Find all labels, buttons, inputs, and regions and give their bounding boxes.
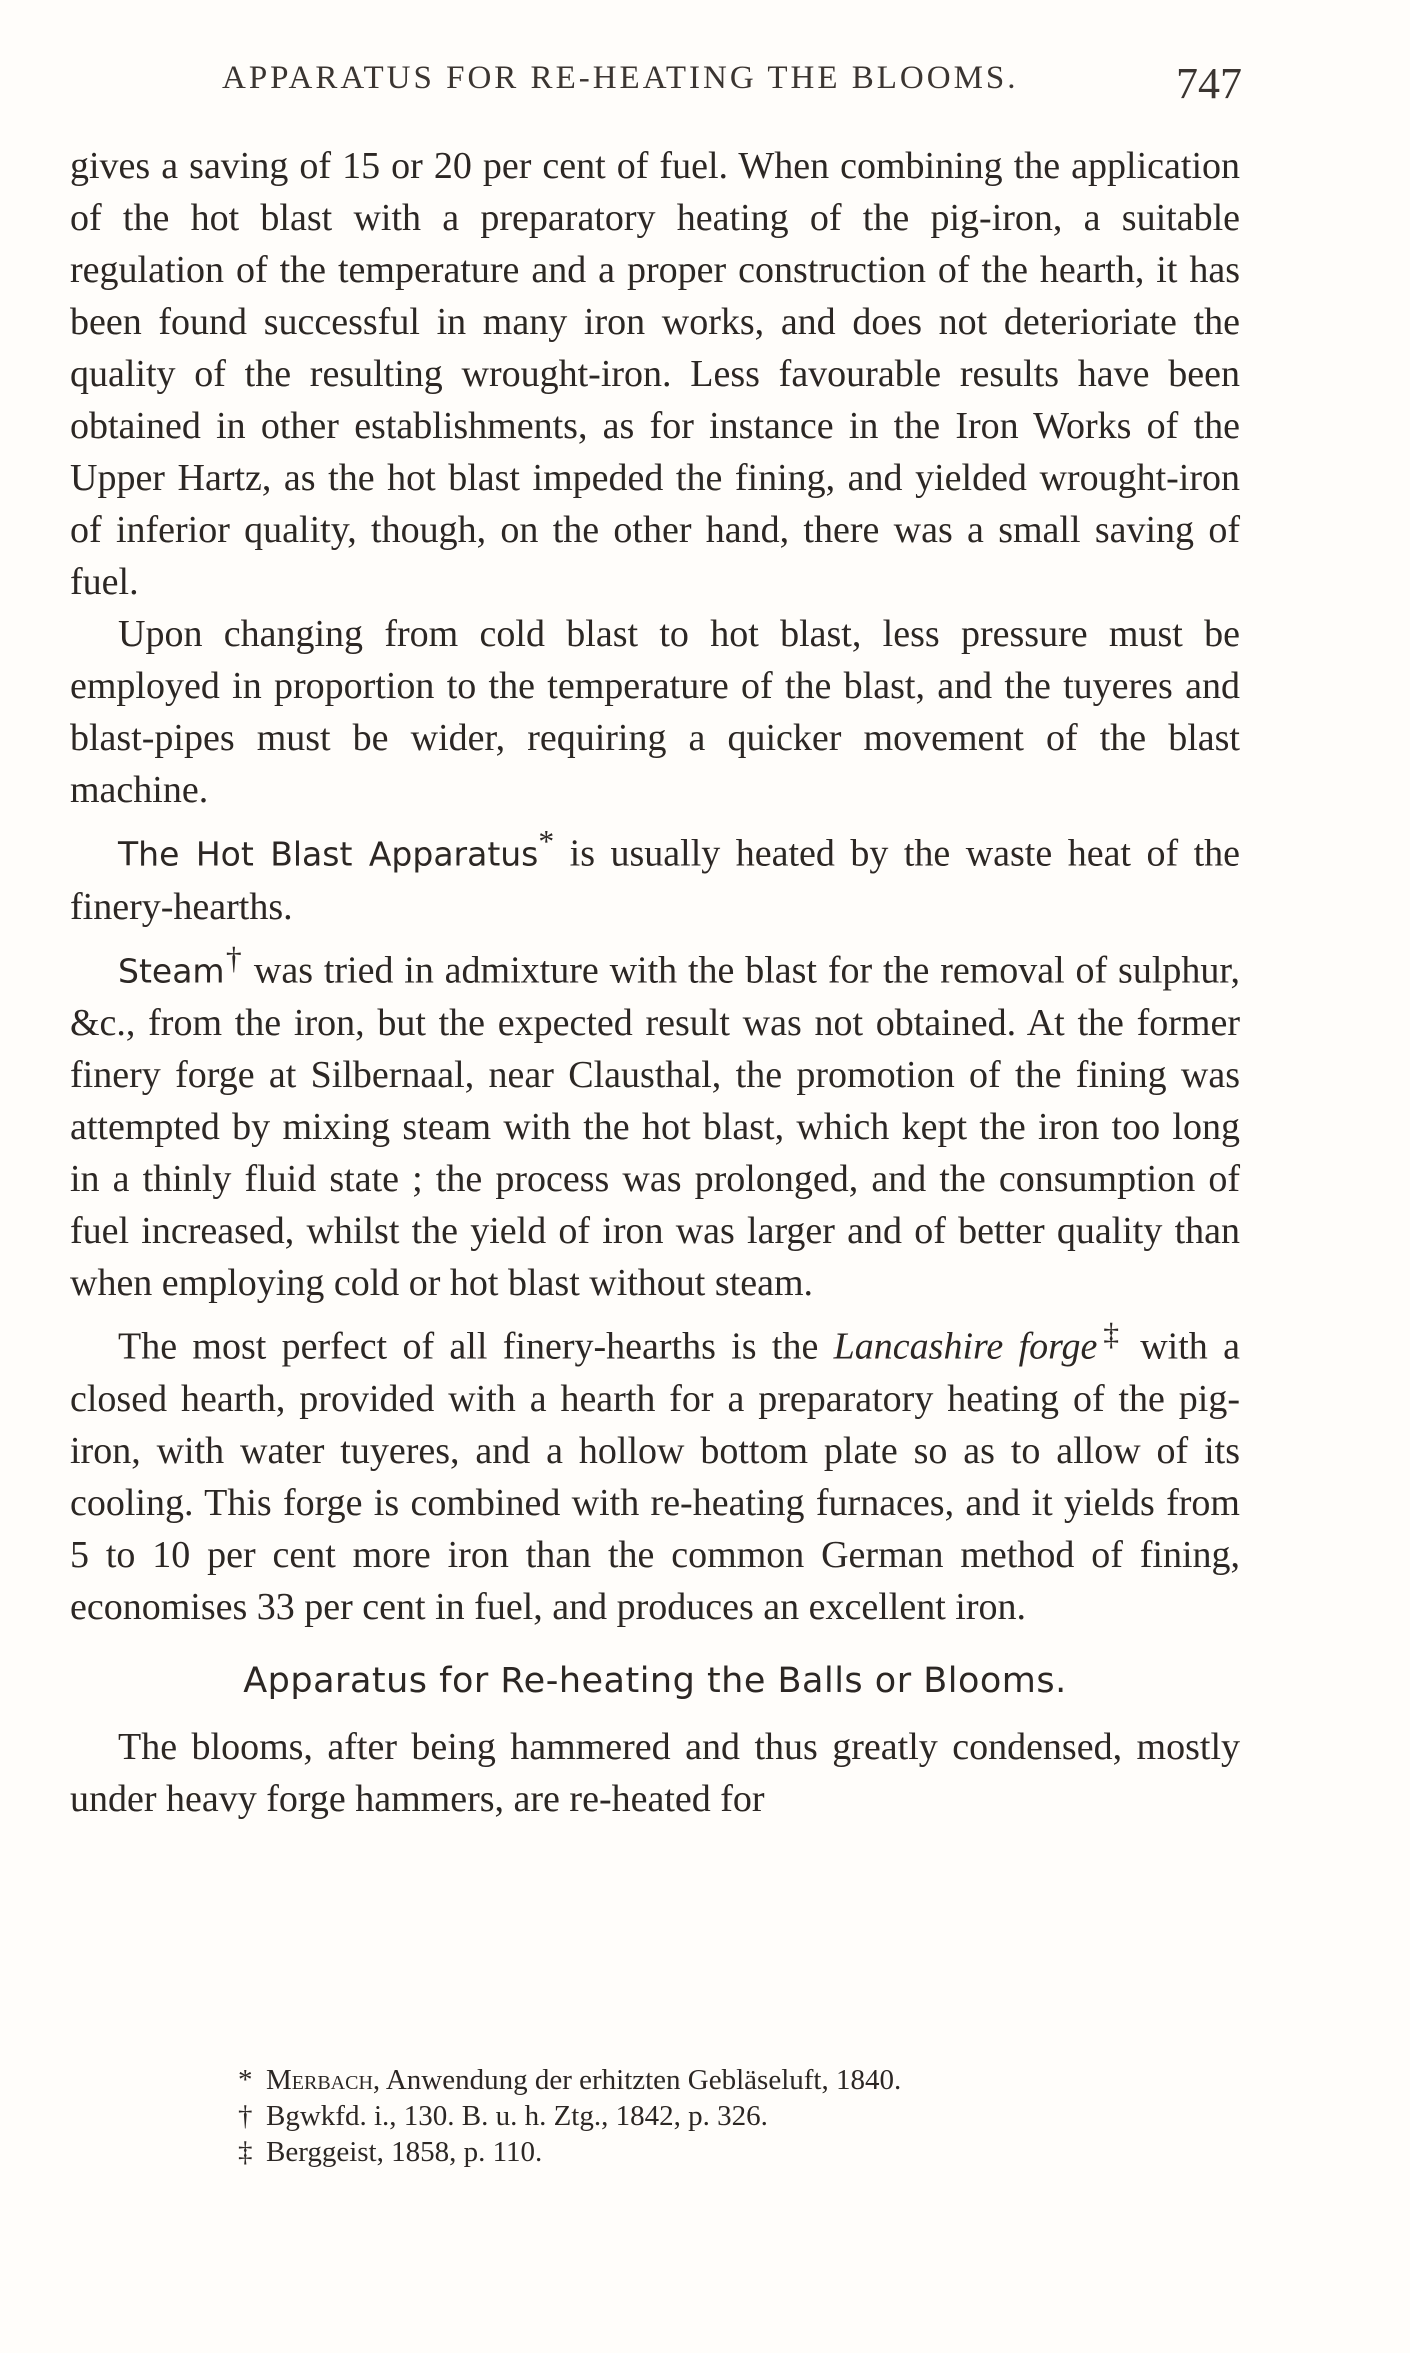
page-number: 747 [1176, 59, 1242, 108]
paragraph-1: gives a saving of 15 or 20 per cent of fuel. When combining the application of the hot blast with a preparatory heating of the pig-iron, a suitable regulation of the temperature and a proper construction of the hearth, it has been found successful in many iron works, and does not deterioriate the quality of the resulting wrought-iron. Less favourable results have been obtained in other establishments, as for instance in the Iron Works of the Upper Hartz, as the hot blast impeded the fining, and yielded wrought-iron of inferior quality, though, on the other hand, there was a small saving of fuel. [70, 145, 1240, 603]
body-text [70, 140, 1240, 1825]
footnote [238, 2098, 1238, 2134]
footnote-author: Merbach [266, 2064, 373, 2096]
footnote [238, 2062, 1238, 2098]
footnote-text: Bgwkfd. i., 130. B. u. h. Ztg., 1842, p. 326. [266, 2100, 768, 2132]
footnote [238, 2134, 1238, 2170]
paragraph-5-text: with a closed hearth, provided with a hearth for a preparatory heating of the pig-iron, with water tuyeres, and a hollow bottom plate so as to allow of its cooling. This forge is combined with re-heating furnaces, and it yields from 5 to 10 per cent more iron than the common German method of fining, economises 33 per cent in fuel, and produces an excellent iron. [70, 1325, 1240, 1628]
running-head [222, 58, 1242, 118]
paragraph-3-text: is usually heated by the waste heat of the finery-hearths. [70, 832, 1240, 928]
paragraph-5-start: The most perfect of all finery-hearths is the [118, 1325, 834, 1368]
running-title: APPARATUS FOR RE-HEATING THE BLOOMS. [222, 60, 1019, 96]
paragraph-4 [70, 933, 1240, 1310]
section-heading: Apparatus for Re-heating the Balls or Blooms. [243, 1660, 1067, 1701]
footnote-text: Berggeist, 1858, p. 110. [266, 2136, 543, 2168]
footnotes [238, 2062, 1238, 2170]
footnote-mark: † [238, 2100, 253, 2132]
footnote-ref-dagger: † [224, 940, 244, 976]
footnote-mark: * [238, 2064, 253, 2096]
paragraph-4-text: was tried in admixture with the blast for the removal of sulphur, &c., from the iron, but the expected result was not obtained. At the former finery forge at Silbernaal, near Clausthal, the promotion of the fining was attempted by mixing steam with the hot blast, which kept the iron too long in a thinly fluid state ; the process was prolonged, and the consumption of fuel increased, whilst the yield of iron was larger and of better quality than when employing cold or hot blast without steam. [70, 949, 1241, 1305]
paragraph-6: The blooms, after being hammered and thus greatly condensed, mostly under heavy forge hammers, are re-heated for [70, 1725, 1240, 1820]
footnote-ref-double-dagger: ‡ [1097, 1317, 1125, 1353]
paragraph-2: Upon changing from cold blast to hot blast, less pressure must be employed in proportion to the temperature of the blast, and the tuyeres and blast-pipes must be wider, requiring a quicker movement of the blast machine. [70, 613, 1240, 811]
footnote-text: , Anwendung der erhitzten Gebläseluft, 1840. [372, 2064, 902, 2096]
steam-term: Steam [118, 951, 225, 991]
paragraph-5 [70, 1309, 1240, 1633]
hot-blast-apparatus-term: The Hot Blast Apparatus [118, 834, 539, 874]
paragraph-3 [70, 816, 1240, 933]
footnote-mark: ‡ [238, 2136, 253, 2168]
lancashire-forge-term: Lancashire forge [833, 1325, 1098, 1368]
footnote-ref-asterisk: * [538, 824, 555, 859]
